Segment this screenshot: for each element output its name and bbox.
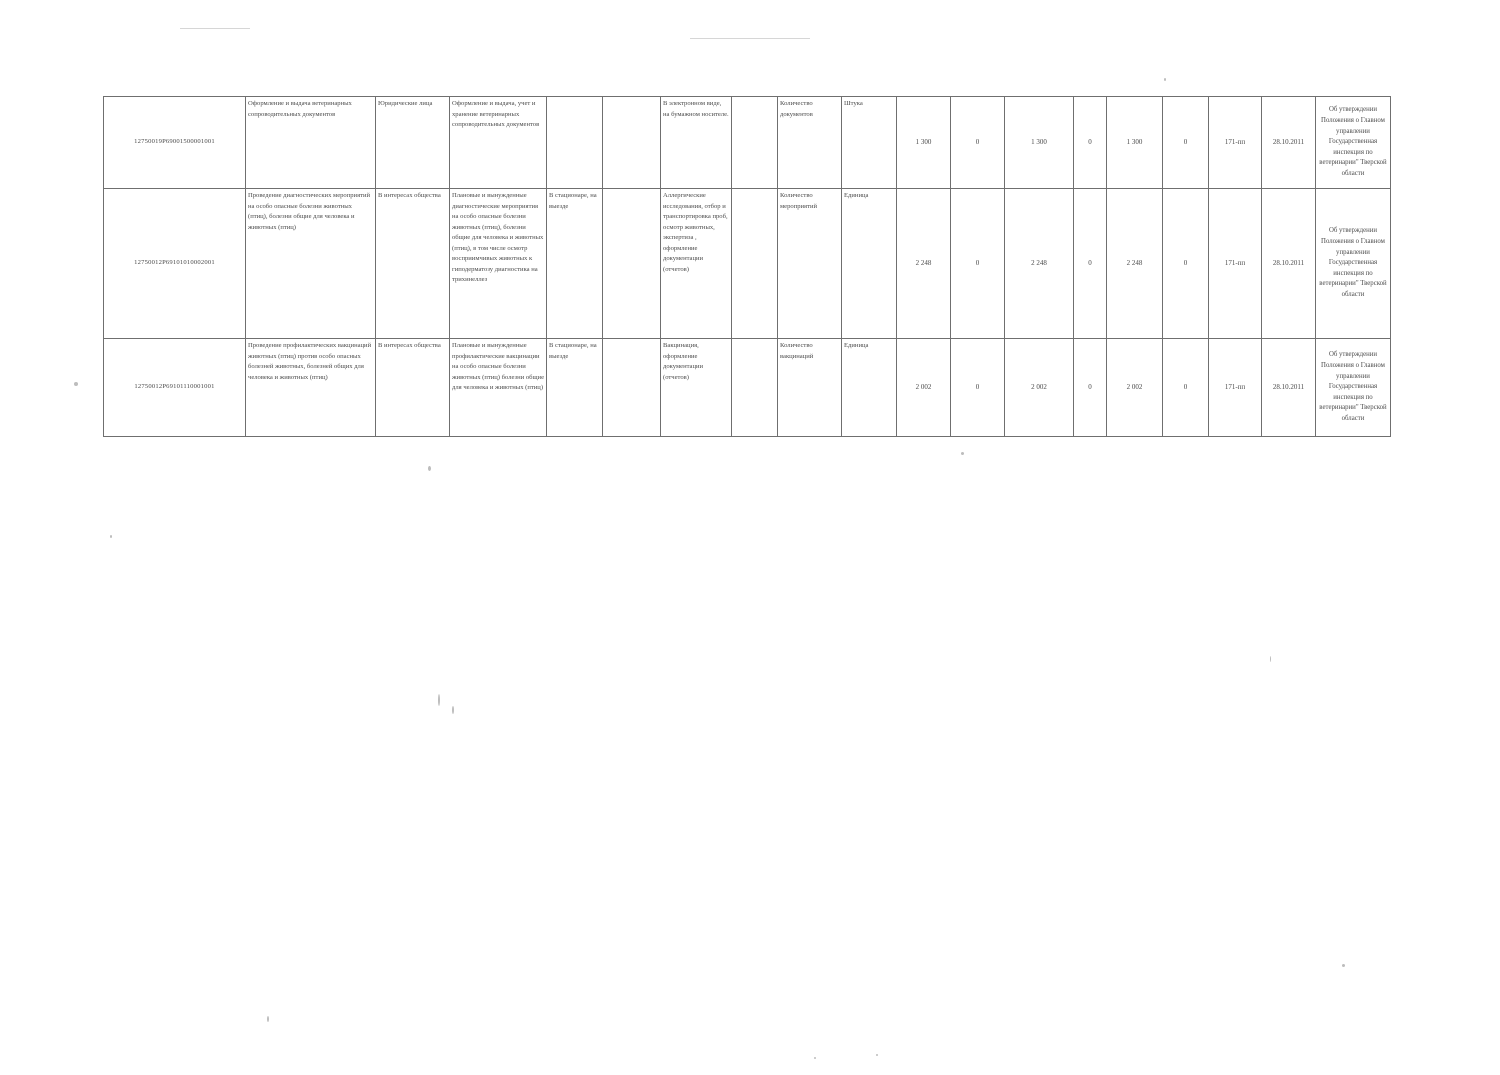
act-name: Об утверждении Положения о Главном управлении Государственная инспекция по ветеринарии" Тверской области [1316,339,1391,437]
service-conditions: В стационаре, на выезде [547,339,603,437]
unit-of-measure: Штука [842,97,897,189]
service-form: Аллергические исследования, отбор и транспортировка проб, осмотр животных, экспертиза , оформление документации (отчетов) [661,189,732,339]
consumer-category: Юридические лица [376,97,450,189]
value-cell: 2 248 [897,189,951,339]
service-form: В электронном виде, на бумажном носителе. [661,97,732,189]
scan-speck [961,452,964,455]
indicator-name: Количество мероприятий [778,189,842,339]
unit-of-measure: Единица [842,339,897,437]
scan-speck [267,1016,269,1022]
value-cell: 2 248 [1005,189,1074,339]
scan-speck [814,1057,816,1059]
empty-cell [732,189,778,339]
scan-speck [1164,78,1166,81]
empty-cell [732,97,778,189]
scan-speck [876,1054,878,1056]
act-date: 28.10.2011 [1262,339,1316,437]
service-conditions: В стационаре, на выезде [547,189,603,339]
scan-speck [74,382,78,386]
scan-speck [438,694,440,706]
value-cell: 2 002 [1107,339,1163,437]
empty-cell [603,339,661,437]
scan-line [180,28,250,29]
service-name: Проведение диагностических мероприятий на особо опасные болезни животных (птиц), болезни общие для человека и животных (птиц) [246,189,376,339]
indicator-name: Количество документов [778,97,842,189]
service-form: Вакцинация, оформление документации (отчетов) [661,339,732,437]
service-name: Проведение профилактических вакцинаций животных (птиц) против особо опасных болезней животных, болезней общих для человека и животных (птиц) [246,339,376,437]
value-cell: 0 [1163,189,1209,339]
value-cell: 2 248 [1107,189,1163,339]
value-cell: 0 [951,189,1005,339]
service-content: Оформление и выдача, учет и хранение ветеринарных сопроводительных документов [450,97,547,189]
act-name: Об утверждении Положения о Главном управлении Государственная инспекция по ветеринарии" Тверской области [1316,97,1391,189]
table-row [104,97,1391,189]
service-content: Плановые и вынужденные диагностические мероприятия на особо опасные болезни животных (птиц), болезни общие для человека и животных (птиц), в том числе осмотр восприимчивых животных к гиподерматозу диагностика на трихинеллез [450,189,547,339]
consumer-category: В интересах общества [376,189,450,339]
value-cell: 0 [1074,339,1107,437]
consumer-category: В интересах общества [376,339,450,437]
value-cell: 0 [951,339,1005,437]
indicator-name: Количество вакцинаций [778,339,842,437]
unit-of-measure: Единица [842,189,897,339]
scan-speck [1342,964,1345,967]
act-date: 28.10.2011 [1262,97,1316,189]
act-number: 171-пп [1209,339,1262,437]
act-number: 171-пп [1209,97,1262,189]
value-cell: 0 [1163,97,1209,189]
value-cell: 1 300 [1005,97,1074,189]
act-number: 171-пп [1209,189,1262,339]
service-content: Плановые и вынужденные профилактические вакцинации на особо опасные болезни животных (птиц) болезни общие для человека и животных (птиц) [450,339,547,437]
value-cell: 1 300 [897,97,951,189]
service-name: Оформление и выдача ветеринарных сопроводительных документов [246,97,376,189]
empty-cell [732,339,778,437]
scan-line [690,38,810,39]
registry-code: 12750012Р69101010002001 [104,189,246,339]
value-cell: 2 002 [897,339,951,437]
service-conditions [547,97,603,189]
scan-speck [1270,656,1271,662]
scan-speck [110,535,112,538]
value-cell: 2 002 [1005,339,1074,437]
value-cell: 0 [951,97,1005,189]
scan-speck [452,706,454,714]
registry-code: 12750019Р69001500001001 [104,97,246,189]
value-cell: 0 [1074,189,1107,339]
empty-cell [603,189,661,339]
value-cell: 1 300 [1107,97,1163,189]
scan-speck [428,466,431,471]
act-date: 28.10.2011 [1262,189,1316,339]
value-cell: 0 [1074,97,1107,189]
value-cell: 0 [1163,339,1209,437]
registry-table [103,96,1391,437]
table-row [104,339,1391,437]
act-name: Об утверждении Положения о Главном управлении Государственная инспекция по ветеринарии" Тверской области [1316,189,1391,339]
table-row [104,189,1391,339]
empty-cell [603,97,661,189]
registry-code: 12750012Р69101110001001 [104,339,246,437]
